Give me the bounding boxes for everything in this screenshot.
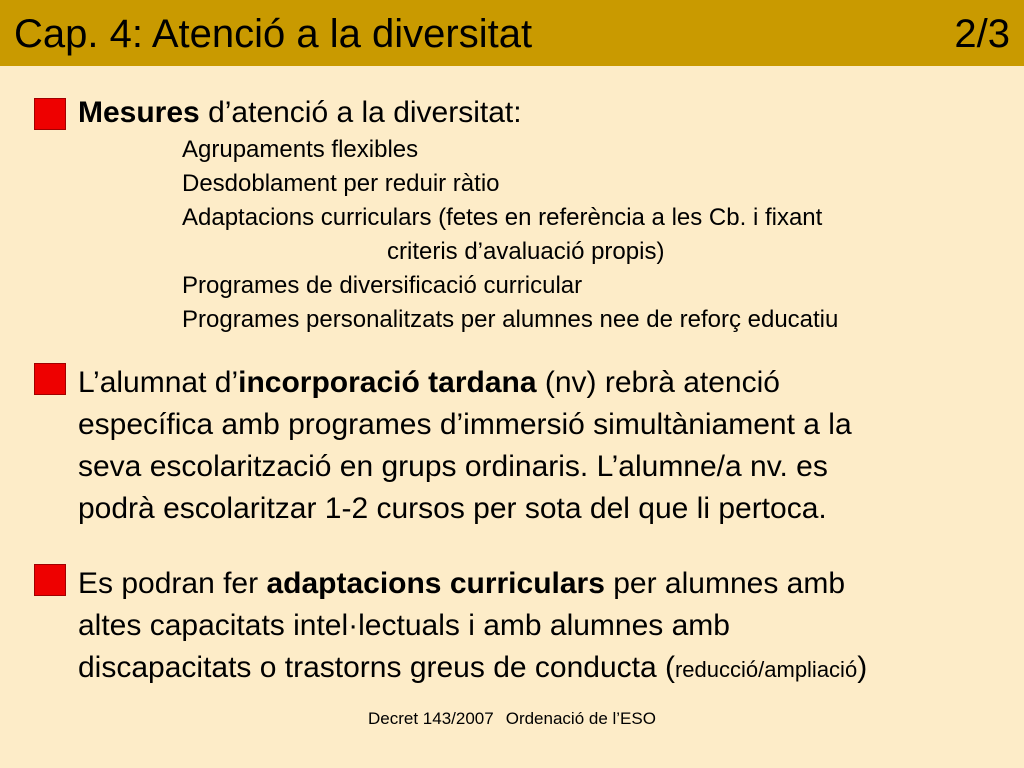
bullet3-pre: Es podran fer <box>78 567 267 600</box>
bullet2-bold: incorporació tardana <box>238 366 537 399</box>
list-item-continuation: criteris d’avaluació propis) <box>387 238 665 265</box>
page-title: Cap. 4: Atenció a la diversitat <box>14 12 533 56</box>
bullet-square-1 <box>34 98 66 130</box>
bullet2-paragraph <box>78 362 852 530</box>
title-bar <box>0 0 1024 66</box>
list-item: Programes personalitzats per alumnes nee de reforç educatiu <box>182 306 839 333</box>
footer <box>0 708 1024 730</box>
bullet2-rest: (nv) rebrà atenció <box>536 366 780 399</box>
bullet3-line-1 <box>78 563 867 605</box>
bullet3-rest: per alumnes amb <box>604 567 846 600</box>
bullet3-line-2: altes capacitats intel·lectuals i amb alumnes amb <box>78 609 730 642</box>
footer-decree: Decret 143/2007 <box>368 709 494 728</box>
list-item: Desdoblament per reduir ràtio <box>182 170 500 197</box>
list-item: Programes de diversificació curricular <box>182 272 583 299</box>
bullet2-line-4: podrà escolaritzar 1-2 cursos per sota del que li pertoca. <box>78 492 827 525</box>
bullet3-paragraph <box>78 563 867 691</box>
list-item: Adaptacions curriculars (fetes en referència a les Cb. i fixant <box>182 204 823 231</box>
bullet3-bold: adaptacions curriculars <box>266 567 605 600</box>
bullet2-line-2: específica amb programes d’immersió simultàniament a la <box>78 408 852 441</box>
page-number: 2/3 <box>954 12 1010 56</box>
bullet3-line-3 <box>78 647 867 691</box>
bullet2-pre: L’alumnat d’ <box>78 366 239 399</box>
bullet-square-3 <box>34 564 66 596</box>
bullet3-l3-pre: discapacitats o trastorns greus de conducta ( <box>78 651 675 684</box>
bullet2-line-3: seva escolarització en grups ordinaris. L’alumne/a nv. es <box>78 450 828 483</box>
list-item: Agrupaments flexibles <box>182 136 419 163</box>
bullet3-l3-post: ) <box>857 651 868 684</box>
bullet2-line-1 <box>78 362 852 404</box>
bullet3-l3-small: reducció/ampliació <box>674 657 858 682</box>
bullet-square-2 <box>34 363 66 395</box>
bullet1-heading <box>78 94 522 132</box>
bullet1-text: d’atenció a la diversitat: <box>199 96 522 129</box>
footer-title: Ordenació de l’ESO <box>505 709 656 728</box>
measures-list <box>182 133 838 337</box>
bullet1-bold: Mesures <box>78 96 200 129</box>
